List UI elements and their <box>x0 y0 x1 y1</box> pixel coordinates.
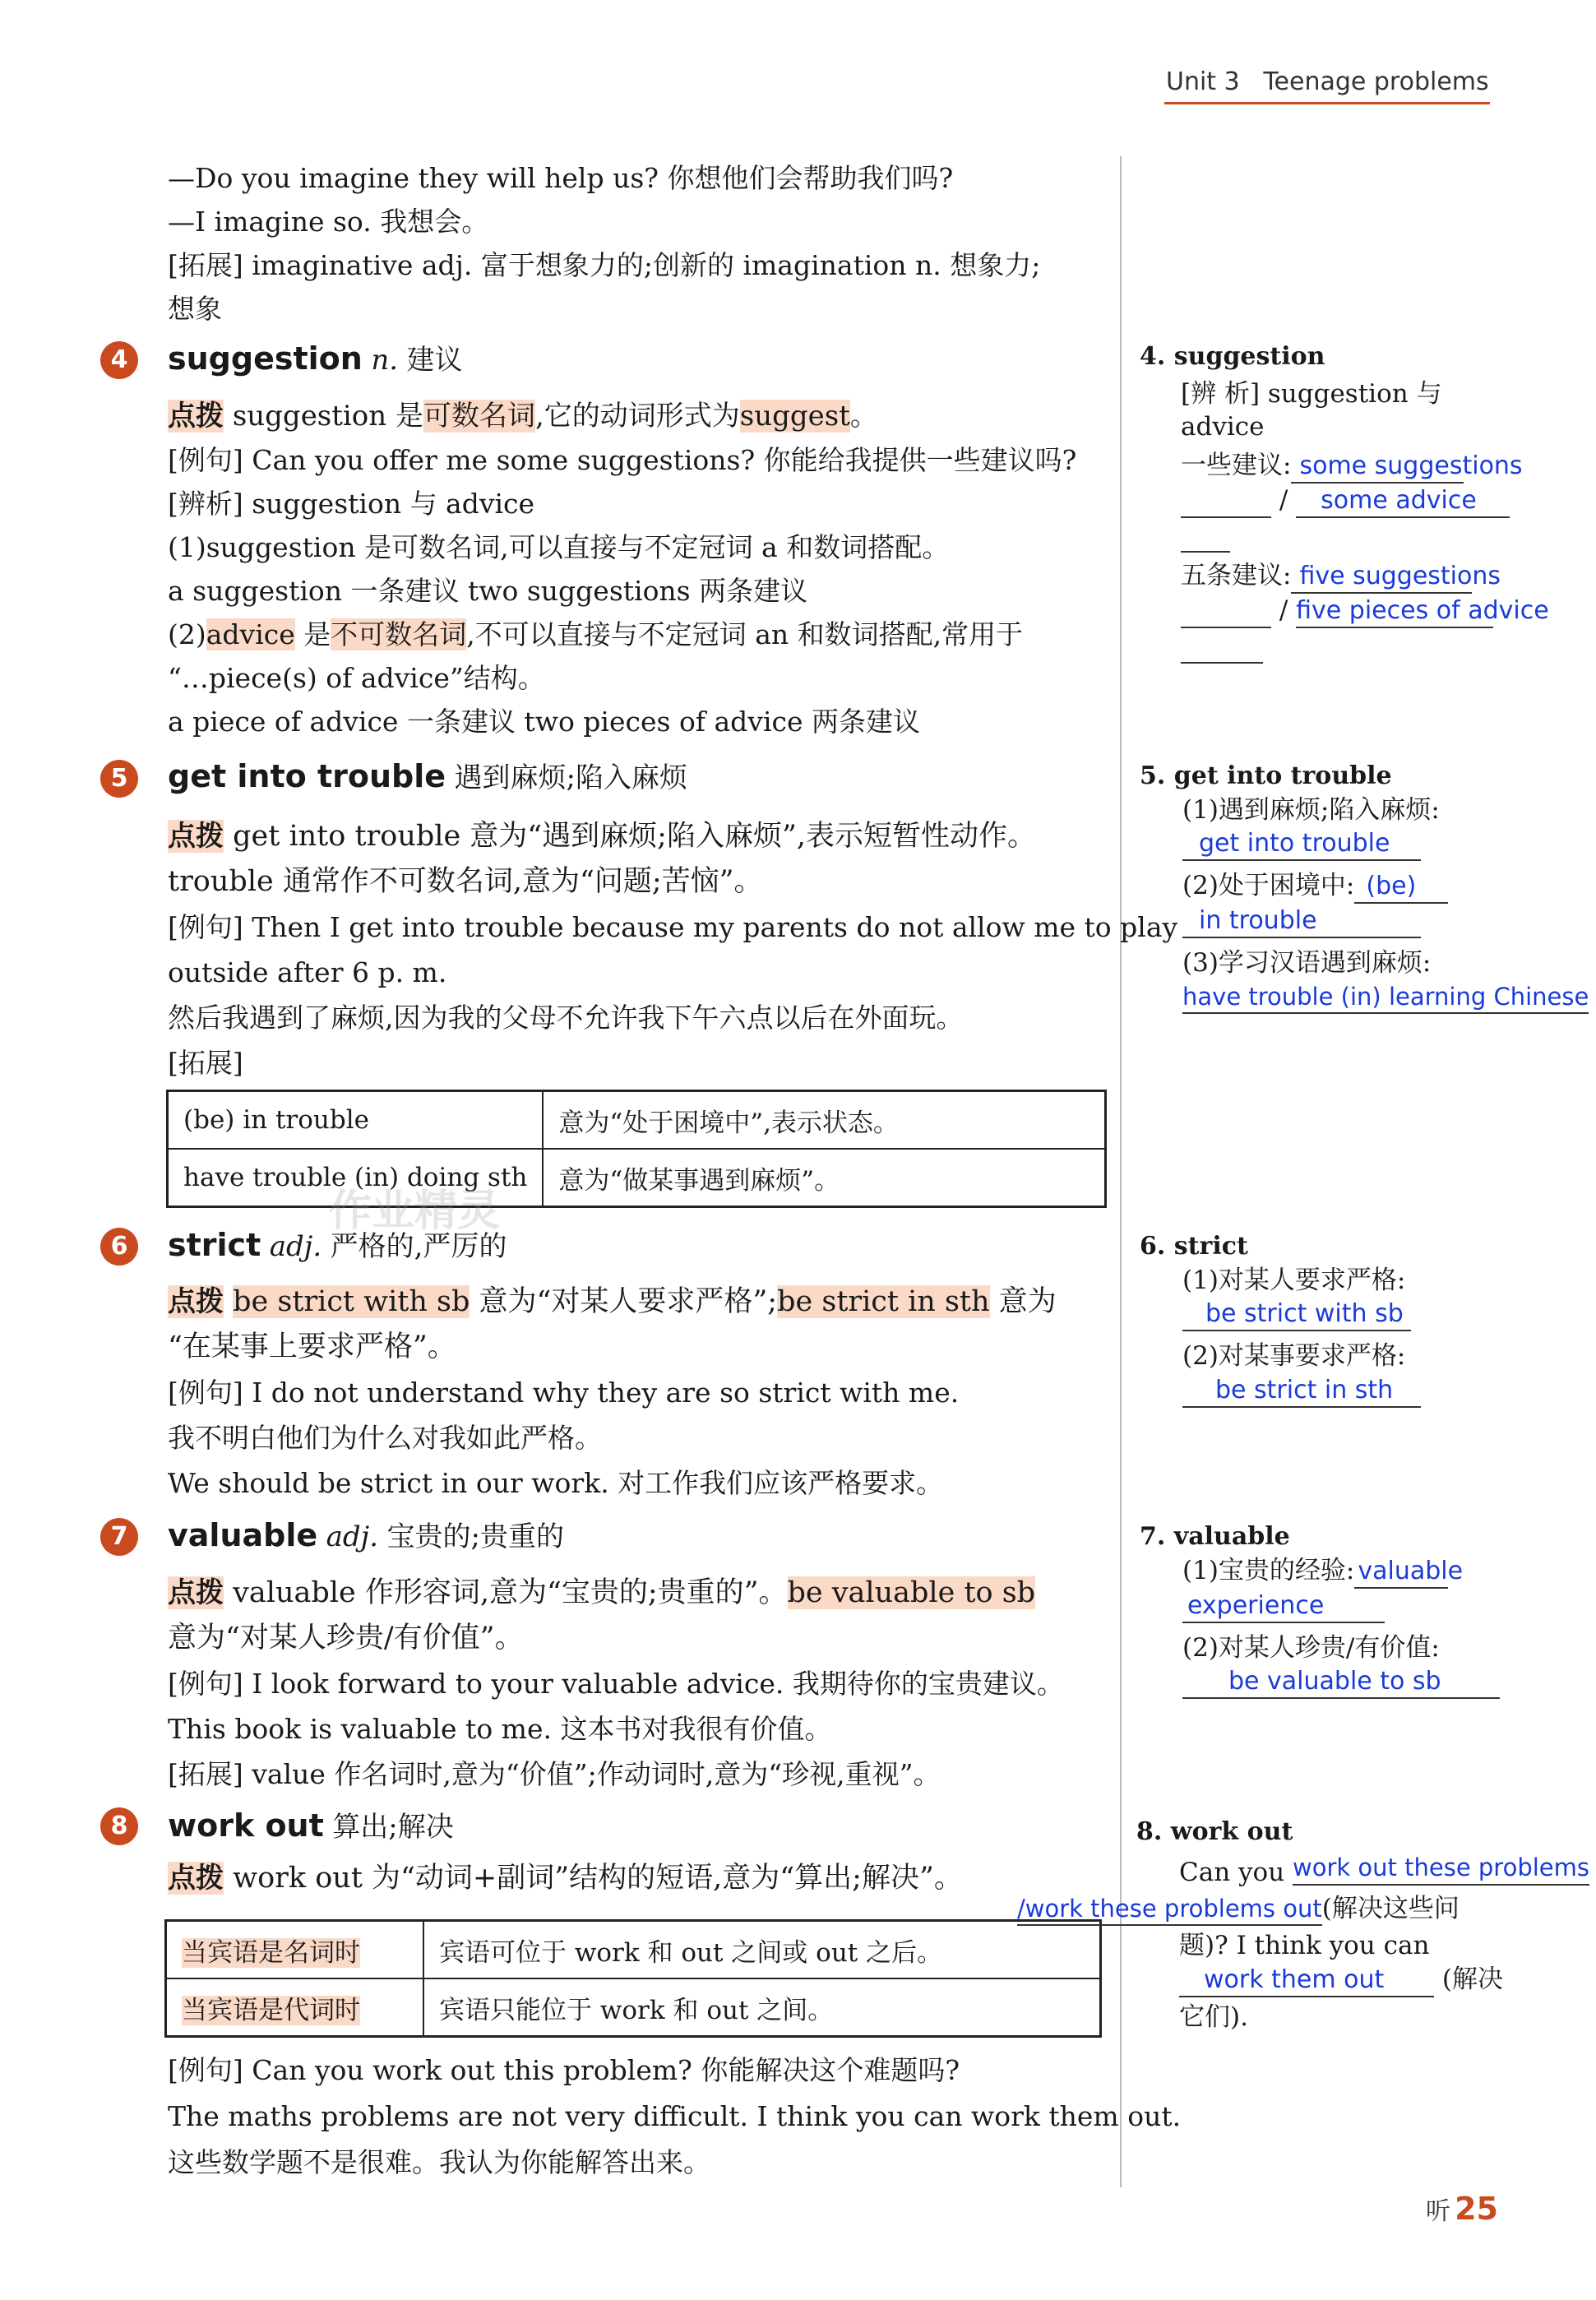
table-cell: 意为“处于困境中”,表示状态。 <box>543 1091 1105 1150</box>
side-4-line: [辨 析] suggestion 与 <box>1181 379 1442 409</box>
section-6-example-1: [例句] I do not understand why they are so strict with me. <box>168 1377 960 1409</box>
section-8-example-3: 这些数学题不是很难。我认为你能解答出来。 <box>168 2146 710 2178</box>
section-8-examples <box>168 2048 1181 2186</box>
side-7-answer-2 <box>1140 1589 1567 1623</box>
section-7-number: 7 <box>100 1518 138 1556</box>
column-divider <box>1120 156 1122 2187</box>
section-4-heading <box>168 339 463 379</box>
answer-blank: be valuable to sb <box>1182 1665 1500 1699</box>
answer-blank: /work these problems out <box>1017 1894 1322 1927</box>
side-6-line: (1)对某人要求严格: <box>1182 1266 1406 1295</box>
side-8-line: 题)? I think you can <box>1179 1931 1430 1961</box>
section-6-gloss: 严格的,严厉的 <box>330 1230 507 1263</box>
side-4-answers-3: 五条建议: five suggestions <box>1140 559 1567 594</box>
table-cell: 宾语只能位于 work 和 out 之间。 <box>423 1978 1101 2037</box>
section-7-gloss: 宝贵的;贵重的 <box>386 1520 564 1553</box>
section-4-compare: [辨析] suggestion 与 advice <box>168 488 535 520</box>
answer-blank <box>1181 484 1271 518</box>
side-4-title: 4. suggestion <box>1140 342 1325 371</box>
side-5-line-2: (2)处于困境中: (be) <box>1140 869 1584 904</box>
page-number: 25 <box>1455 2191 1498 2227</box>
side-4-answers-4: / five pieces of advice <box>1140 594 1567 628</box>
side-5-line: (3)学习汉语遇到麻烦: <box>1182 948 1432 979</box>
side-6-title: 6. strict <box>1140 1232 1248 1261</box>
watermark: 作业精灵 <box>329 1187 501 1236</box>
side-4-answers-2: / some advice <box>1140 484 1567 518</box>
section-7-tip-1: 点拨 valuable 作形容词,意为“宝贵的;贵重的”。be valuable to sb <box>168 1576 1036 1609</box>
section-7-extension: [拓展] value 作名词时,意为“价值”;作动词时,意为“珍视,重视”。 <box>168 1758 941 1790</box>
intro-line-2: —I imagine so. 我想会。 <box>168 206 489 238</box>
section-4-pos: n. <box>371 344 399 377</box>
side-6-line: (2)对某事要求严格: <box>1182 1341 1406 1372</box>
section-8-example-2: The maths problems are not very difficult. I think you can work them out. <box>168 2100 1182 2132</box>
section-4-point-3: (2)advice 是不可数名词,不可以直接与不定冠词 an 和数词搭配,常用于 <box>168 618 1024 650</box>
section-4-point-5: a piece of advice 一条建议 two pieces of advice 两条建议 <box>168 706 921 738</box>
table-row <box>166 1921 1101 1979</box>
section-8-gloss: 算出;解决 <box>332 1811 454 1844</box>
section-5-table <box>166 1090 1107 1208</box>
side-5-answer-4 <box>1140 980 1589 1015</box>
answer-blank: in trouble <box>1182 905 1421 938</box>
section-6-tip-1: 点拨 be strict with sb 意为“对某人要求严格”;be strict in sth 意为 <box>168 1285 1057 1318</box>
table-row <box>166 1978 1101 2037</box>
section-4-number: 4 <box>100 341 138 379</box>
section-5-example-2: outside after 6 p. m. <box>168 956 447 988</box>
section-6-body <box>168 1280 1057 1506</box>
section-4-body <box>168 395 1076 743</box>
side-6-answer-1 <box>1140 1297 1567 1331</box>
table-cell: 宾语可位于 work 和 out 之间或 out 之后。 <box>423 1921 1101 1979</box>
section-5-tip-2: trouble 通常作不可数名词,意为“问题;苦恼”。 <box>168 865 763 898</box>
table-cell: 当宾语是名词时 <box>166 1921 424 1979</box>
section-7-heading <box>168 1516 564 1556</box>
side-8-line-1: Can you work out these problems <box>1179 1853 1590 1887</box>
intro-line-4: 想象 <box>168 293 222 325</box>
answer-blank: work out these problems <box>1293 1853 1589 1886</box>
side-8-line-4: work them out (解决 <box>1136 1963 1593 1997</box>
section-6-number: 6 <box>100 1228 138 1266</box>
section-8-table <box>164 1919 1102 2038</box>
side-note-7 <box>1140 1520 1567 1699</box>
side-note-5 <box>1140 760 1589 1014</box>
tip-label: 点拨 <box>168 400 224 433</box>
answer-blank: work them out <box>1179 1964 1434 1997</box>
answer-blank: some advice <box>1296 484 1510 518</box>
section-8-example-1: [例句] Can you work out this problem? 你能解决这个难题吗? <box>168 2054 960 2086</box>
answer-blank <box>1181 628 1263 663</box>
side-8-title: 8. work out <box>1136 1817 1293 1846</box>
section-8-tip: 点拨 work out 为“动词+副词”结构的短语,意为“算出;解决”。 <box>168 1862 963 1895</box>
section-4-gloss: 建议 <box>406 344 463 377</box>
section-5-heading <box>168 757 687 797</box>
side-8-line: 它们). <box>1179 2002 1248 2032</box>
side-8-line-2: /work these problems out(解决这些问 <box>1017 1892 1593 1927</box>
section-7-pos: adj. <box>326 1520 379 1553</box>
table-cell: have trouble (in) doing sth <box>168 1149 544 1207</box>
section-8-heading <box>168 1806 454 1846</box>
page-header <box>1166 67 1489 96</box>
page-footer <box>1426 2191 1498 2227</box>
section-5-example-3: 然后我遇到了麻烦,因为我的父母不允许我下午六点以后在外面玩。 <box>168 1002 964 1034</box>
table-cell: 意为“做某事遇到麻烦”。 <box>543 1149 1105 1207</box>
side-4-blank <box>1140 628 1567 663</box>
answer-blank: experience <box>1182 1590 1385 1623</box>
section-4-example: [例句] Can you offer me some suggestions? 你能给我提供一些建议吗? <box>168 444 1077 476</box>
section-7-body <box>168 1571 1064 1797</box>
section-4-point-1: (1)suggestion 是可数名词,可以直接与不定冠词 a 和数词搭配。 <box>168 531 950 563</box>
section-6-pos: adj. <box>269 1230 322 1263</box>
side-5-title: 5. get into trouble <box>1140 761 1392 790</box>
section-4-point-2: a suggestion 一条建议 two suggestions 两条建议 <box>168 575 808 607</box>
footer-label: 听 <box>1426 2197 1450 2226</box>
answer-blank: be strict in sth <box>1182 1374 1421 1408</box>
section-6-tip-2: “在某事上要求严格”。 <box>168 1330 456 1363</box>
answer-blank: some suggestions <box>1291 450 1464 484</box>
section-5-number: 5 <box>100 760 138 798</box>
intro-block <box>168 156 1040 331</box>
section-8-word: work out <box>168 1807 324 1844</box>
section-5-tip-1: 点拨 get into trouble 意为“遇到麻烦;陷入麻烦”,表示短暂性动作。 <box>168 820 1036 853</box>
section-7-example-1: [例句] I look forward to your valuable advice. 我期待你的宝贵建议。 <box>168 1668 1064 1700</box>
side-4-blank <box>1140 518 1567 553</box>
table-row <box>168 1149 1106 1207</box>
side-6-answer-2 <box>1140 1373 1567 1408</box>
section-4-point-4: “…piece(s) of advice”结构。 <box>168 662 545 694</box>
answer-blank: (be) <box>1354 870 1448 904</box>
side-5-line: (1)遇到麻烦;陷入麻烦: <box>1182 795 1440 825</box>
side-4-line: advice <box>1181 412 1265 442</box>
table-cell: (be) in trouble <box>168 1091 544 1150</box>
unit-label: Unit 3 <box>1166 67 1240 96</box>
section-4-word: suggestion <box>168 340 363 377</box>
section-7-tip-2: 意为“对某人珍贵/有价值”。 <box>168 1622 524 1654</box>
unit-title: Teenage problems <box>1263 67 1489 96</box>
answer-blank: have trouble (in) learning Chinese <box>1182 982 1589 1015</box>
side-7-title: 7. valuable <box>1140 1522 1290 1551</box>
header-rule <box>1164 102 1490 104</box>
side-7-answer-3 <box>1140 1664 1567 1699</box>
side-note-8 <box>1017 1816 1593 2034</box>
side-5-answer-1 <box>1140 826 1584 861</box>
answer-blank: five pieces of advice <box>1296 595 1493 628</box>
answer-blank <box>1181 594 1271 628</box>
section-6-example-3: We should be strict in our work. 对工作我们应该严格要求。 <box>168 1467 944 1499</box>
side-5-answer-3 <box>1140 904 1584 938</box>
section-7-word: valuable <box>168 1517 318 1553</box>
side-4-answers-1: 一些建议: some suggestions <box>1140 449 1567 484</box>
table-row <box>168 1091 1106 1150</box>
section-4-tip: 点拨 suggestion 是可数名词,它的动词形式为suggest。 <box>168 400 878 433</box>
intro-line-3: [拓展] imaginative adj. 富于想象力的;创新的 imagination n. 想象力; <box>168 249 1041 281</box>
section-6-heading <box>168 1225 507 1266</box>
answer-blank <box>1181 518 1230 553</box>
side-7-line-1: (1)宝贵的经验: valuable <box>1140 1554 1567 1589</box>
section-7-example-2: This book is valuable to me. 这本书对我很有价值。 <box>168 1713 832 1745</box>
section-6-example-2: 我不明白他们为什么对我如此严格。 <box>168 1422 602 1454</box>
answer-blank: get into trouble <box>1182 827 1421 861</box>
section-5-gloss: 遇到麻烦;陷入麻烦 <box>454 761 687 794</box>
section-5-example-1: [例句] Then I get into trouble because my parents do not allow me to play <box>168 911 1178 943</box>
intro-line-1: —Do you imagine they will help us? 你想他们会帮助我们吗? <box>168 162 954 194</box>
section-8-number: 8 <box>100 1807 138 1845</box>
answer-blank: valuable <box>1354 1555 1448 1589</box>
section-6-word: strict <box>168 1227 261 1263</box>
side-7-line: (2)对某人珍贵/有价值: <box>1182 1633 1440 1663</box>
section-5-body <box>168 814 1177 1085</box>
answer-blank: five suggestions <box>1291 560 1472 594</box>
section-5-word: get into trouble <box>168 758 446 794</box>
side-note-4 <box>1140 340 1567 664</box>
answer-blank: be strict with sb <box>1182 1298 1411 1331</box>
table-cell: 当宾语是代词时 <box>166 1978 424 2037</box>
section-5-extension: [拓展] <box>168 1047 243 1079</box>
side-note-6 <box>1140 1230 1567 1408</box>
